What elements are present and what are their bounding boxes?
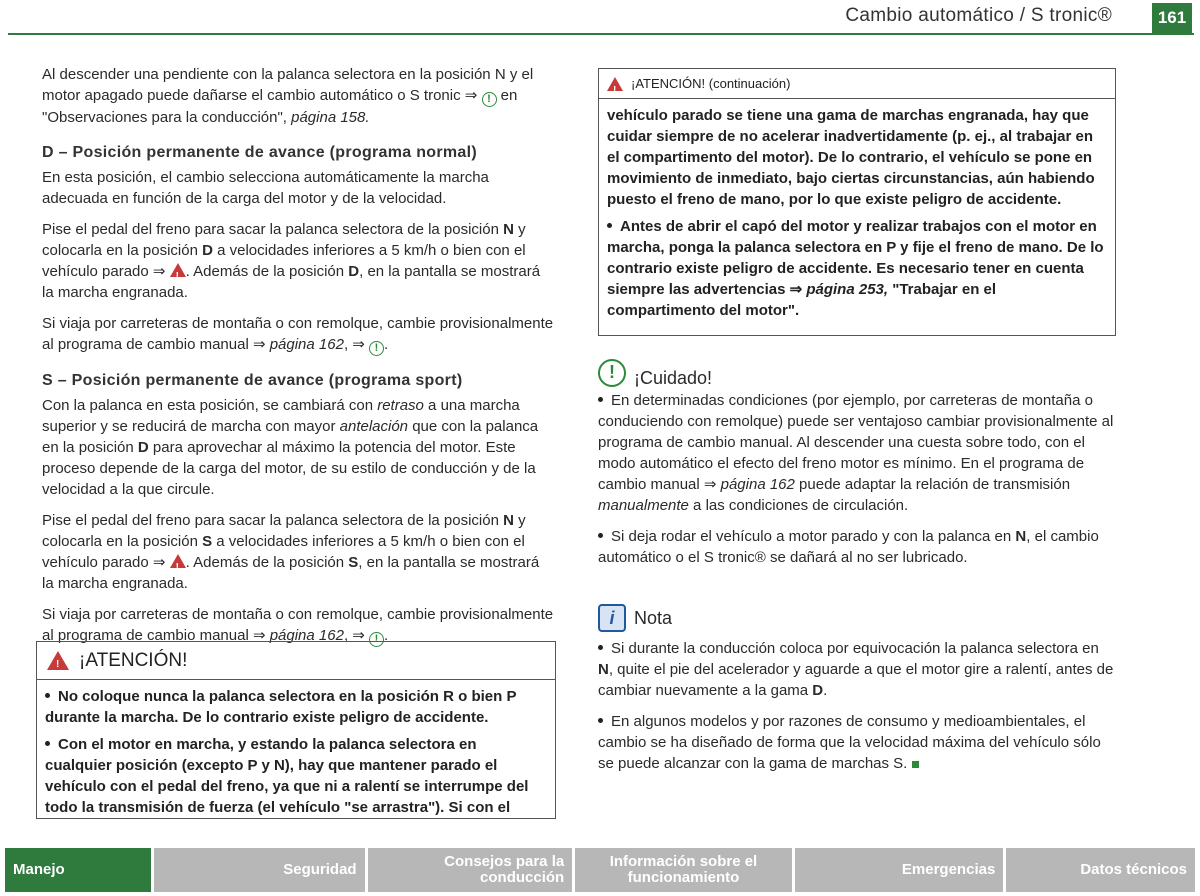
caution-icon: !	[369, 341, 384, 356]
tab-emergencias[interactable]: Emergencias	[795, 848, 1004, 892]
page-reference[interactable]: página 162	[269, 627, 344, 644]
section-d-p1: En esta posición, el cambio selecciona automáticamente la marcha adecuada en función de la carga del motor y de la velocidad.	[42, 169, 489, 207]
section-s-p1: Con la palanca en esta posición, se cambiará con retraso a una marcha superior y se reducirá de marcha con mayor antelación que con la palanca en la posición D para aprovechar al máximo la potencia del motor. Este proceso depende de la carga del motor, de su estilo de conducción y de la velocidad a la que circule.	[42, 397, 539, 498]
tab-manejo[interactable]: Manejo	[5, 848, 151, 892]
warning-icon	[170, 263, 186, 277]
note-body	[598, 638, 1114, 784]
tab-datos-tecnicos[interactable]: Datos técnicos	[1006, 848, 1195, 892]
warning-bullet: Con el motor en marcha, y estando la palanca selectora en cualquier posición (excepto P y N), hay que mantener parado el vehículo con el pedal del freno, ya que ni a ralentí se interrumpe del todo la transmisión de fuerza (el vehículo "se arrastra"). Si con el	[45, 736, 529, 816]
bullet-icon	[598, 397, 603, 402]
end-of-section-mark	[912, 761, 919, 768]
left-column	[42, 64, 554, 657]
section-d-p2: Pise el pedal del freno para sacar la palanca selectora de la posición N y colocarla en la posición D a velocidades inferiores a 5 km/h o bien con el vehículo parado ⇒ !. Además de la posición D, en la pantalla se mostrará la marcha engranada.	[42, 219, 554, 303]
warning-header	[599, 69, 1115, 99]
bullet-icon	[598, 718, 603, 723]
section-d-title: D – Posición permanente de avance (programa normal)	[42, 144, 477, 161]
caution-icon: !	[369, 632, 384, 647]
warning-title: ¡ATENCIÓN!	[79, 650, 188, 671]
warning-continued-box	[598, 68, 1116, 336]
warning-continued-title: ¡ATENCIÓN! (continuación)	[631, 76, 791, 91]
section-s-p3: Si viaja por carreteras de montaña o con remolque, cambie provisionalmente al programa de cambio manual ⇒ página 162, ⇒ ! .	[42, 606, 554, 645]
warning-icon	[170, 554, 186, 568]
caution-title: ¡Cuidado!	[634, 368, 713, 388]
footer-tab-bar	[5, 848, 1195, 892]
note-title: Nota	[634, 607, 673, 628]
bullet-icon	[598, 533, 603, 538]
warning-icon	[607, 77, 623, 91]
bullet-icon	[45, 693, 50, 698]
page-reference[interactable]: página 158.	[291, 109, 370, 126]
caution-icon: !	[482, 92, 497, 107]
info-icon: i	[598, 604, 626, 632]
page-reference[interactable]: página 253,	[806, 281, 889, 298]
caution-icon: !	[598, 359, 626, 387]
section-d-p3: Si viaja por carreteras de montaña o con remolque, cambie provisionalmente al programa de cambio manual ⇒ página 162, ⇒ ! .	[42, 315, 554, 354]
bullet-icon	[607, 223, 612, 228]
tab-informacion[interactable]: Información sobre el funcionamiento	[575, 848, 792, 892]
warning-bullet: Antes de abrir el capó del motor y realizar trabajos con el motor en marcha, ponga la palanca selectora en P y fije el freno de mano. De lo contrario existe peligro de accidente. Es necesario tener en cuenta siempre las advertencias ⇒ página 253, "Trabajar en el compartimento del motor".	[607, 218, 1104, 319]
page-reference[interactable]: página 162	[720, 476, 795, 493]
caution-heading	[598, 356, 712, 389]
warning-continued-text: vehículo parado se tiene una gama de marchas engranada, hay que cuidar siempre de no acelerar inadvertidamente (p. ej., al trabajar en el compartimento del motor). De lo contrario, el vehículo se pone en movimiento de inmediato, bajo ciertas circunstancias, aún habiendo puesto el freno de mano, por lo que existe peligro de accidente.	[607, 107, 1095, 208]
tab-consejos[interactable]: Consejos para la conducción	[368, 848, 573, 892]
note-bullet: En algunos modelos y por razones de consumo y medioambientales, el cambio se ha diseñado de forma que la velocidad máxima del vehículo sólo se puede alcanzar con la gama de marchas S.	[598, 713, 1101, 772]
bullet-icon	[598, 645, 603, 650]
bullet-icon	[45, 741, 50, 746]
warning-box	[36, 641, 556, 819]
page-number: 161	[1152, 3, 1192, 33]
note-heading	[598, 604, 672, 632]
page-reference[interactable]: página 162	[269, 336, 344, 353]
section-s-title: S – Posición permanente de avance (programa sport)	[42, 372, 463, 389]
caution-body	[598, 390, 1114, 578]
caution-bullet: En determinadas condiciones (por ejemplo, por carreteras de montaña o conduciendo con remolque) puede ser ventajoso cambiar provisionalmente al programa de cambio manual. Al descender una cuesta sobre todo, con el modo automático el efecto del freno motor es mínimo. En el programa de cambio manual ⇒ página 162 puede adaptar la relación de transmisión manualmente a las condiciones de circulación.	[598, 392, 1114, 514]
warning-bullet: No coloque nunca la palanca selectora en la posición R o bien P durante la marcha. De lo contrario existe peligro de accidente.	[45, 688, 517, 726]
warning-icon	[47, 651, 69, 670]
warning-header	[37, 642, 555, 680]
note-bullet: Si durante la conducción coloca por equivocación la palanca selectora en N, quite el pie del acelerador y aguarde a que el motor gire a ralentí, antes de cambiar nuevamente a la gama D.	[598, 640, 1114, 699]
tab-seguridad[interactable]: Seguridad	[154, 848, 365, 892]
page-header-title: Cambio automático / S tronic®	[845, 5, 1112, 26]
section-s-p2: Pise el pedal del freno para sacar la palanca selectora de la posición N y colocarla en la posición S a velocidades inferiores a 5 km/h o bien con el vehículo parado ⇒ !. Además de la posición S, en la pantalla se mostrará la marcha engranada.	[42, 510, 554, 594]
caution-bullet: Si deja rodar el vehículo a motor parado y con la palanca en N, el cambio automático o el S tronic® se dañará al no ser lubricado.	[598, 528, 1099, 566]
intro-paragraph: Al descender una pendiente con la palanca selectora en la posición N y el motor apagado puede dañarse el cambio automático o S tronic ⇒ ! en "Observaciones para la conducción", página 158.	[42, 66, 534, 126]
header-divider	[8, 33, 1194, 35]
